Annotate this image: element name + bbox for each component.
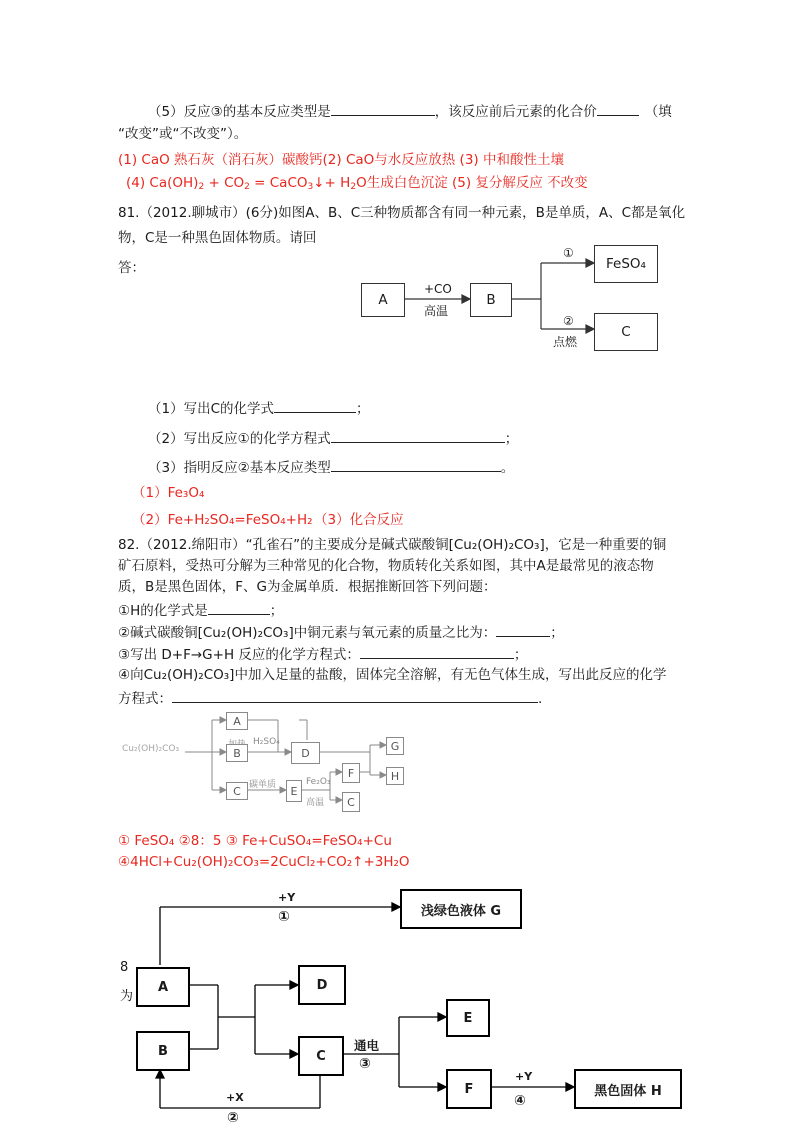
- ans80-part-c: = CaCO: [249, 175, 308, 191]
- q81-sub1-end: ；: [356, 401, 370, 417]
- q82-gaowen-label: 高温: [306, 798, 325, 808]
- d3-box-a: [136, 967, 190, 1007]
- q81-answer-3: （3）化合反应: [314, 512, 404, 528]
- q81-sub1: [148, 398, 370, 418]
- ans80-part-b: + CO: [204, 175, 245, 191]
- q81-sub3: [148, 457, 514, 477]
- ans80-sub: 2: [350, 182, 357, 192]
- ans80-line1: (1) CaO 熟石灰（消石灰）碳酸钙(2) CaO与水反应放热 (3) 中和酸性土壤: [118, 152, 564, 168]
- q82-box-g: [386, 737, 404, 755]
- d3-box-f-label: F: [464, 1081, 474, 1097]
- q82-s4b-end: .: [538, 691, 543, 707]
- d3-fragment-1: 8: [120, 960, 129, 975]
- ans80-part-e: O生成白色沉淀 (5) 复分解反应 不改变: [356, 175, 588, 191]
- d3-box-d: [298, 965, 346, 1005]
- ans80-sub: 3: [307, 182, 314, 192]
- d3-box-h-label: 黑色固体 H: [594, 1083, 662, 1099]
- d3-fragment-2: 为: [120, 989, 134, 1004]
- q81-label-gaowen: 高温: [424, 304, 449, 318]
- d3-box-e: [446, 999, 490, 1037]
- q82-carbon-label: 碳单质: [249, 780, 277, 790]
- q5-suffix: （填: [644, 104, 672, 120]
- q82-s3: [118, 644, 527, 664]
- q5-blank-2[interactable]: [597, 101, 639, 116]
- q82-fe2o3-label: Fe₂O₃: [306, 777, 331, 787]
- q5-mid: ，该反应前后元素的化合价: [434, 104, 597, 120]
- q82-line3: 质，B是黑色固体，F、G为金属单质．根据推断回答下列问题：: [118, 579, 497, 595]
- q81-label-dianran: 点燃: [553, 335, 578, 349]
- q82-s3-text: ③写出 D+F→G+H 反应的化学方程式：: [118, 647, 360, 663]
- q5-prefix: （5）反应③的基本反应类型是: [148, 104, 331, 120]
- ans80-part-a: (4) Ca(OH): [126, 175, 199, 191]
- q82-box-d: [291, 742, 320, 764]
- d3-plus-y4: +Y: [515, 1070, 533, 1083]
- q82-s2-blank[interactable]: [496, 622, 550, 637]
- ans80-part-d: ↓+ H: [313, 175, 351, 191]
- q82-s2-end: ；: [550, 625, 564, 641]
- q82-box-e-label: E: [290, 784, 298, 798]
- q81-label-co: +CO: [424, 282, 452, 296]
- q81-sub1-text: （1）写出C的化学式: [148, 401, 275, 417]
- q5-line1: [148, 101, 672, 121]
- q81-answer-2: （2）Fe+H₂SO₄=FeSO₄+H₂: [132, 512, 313, 528]
- d3-n2: ②: [227, 1110, 239, 1126]
- q5-line2: “改变”或“不改变”）。: [118, 126, 248, 142]
- q82-box-b-label: B: [233, 746, 241, 760]
- q82-box-h: [386, 767, 404, 785]
- q82-answer-2: ④4HCl+Cu₂(OH)₂CO₃=2CuCl₂+CO₂↑+3H₂O: [118, 854, 410, 870]
- ans80-line2: [126, 174, 588, 192]
- q82-h2so4-label: H₂SO₄: [253, 737, 280, 747]
- q81-header: 81.（2012.聊城市）(6分)如图A、B、C三种物质都含有同一种元素，B是单质，A、C都是氧化: [118, 205, 686, 221]
- q82-box-g-label: G: [390, 739, 400, 753]
- q82-box-c-label: C: [233, 784, 241, 798]
- d3-box-c-label: C: [316, 1048, 326, 1064]
- q81-box-feso4-label: FeSO₄: [606, 256, 646, 272]
- q81-box-feso4: [594, 245, 658, 283]
- q82-box-c2-label: C: [347, 795, 355, 809]
- d3-box-b: [136, 1031, 190, 1071]
- q81-sub3-blank[interactable]: [331, 457, 501, 472]
- q81-box-b-label: B: [486, 292, 496, 308]
- q81-label-2: ②: [563, 314, 574, 328]
- ans80-sub: 2: [244, 182, 250, 192]
- q82-line2: 矿石原料，受热可分解为三种常见的化合物，物质转化关系如图，其中A是最常见的液态物: [118, 558, 654, 574]
- q82-box-f: [342, 763, 360, 783]
- q82-s1: [118, 600, 283, 620]
- q81-box-a: [361, 283, 405, 317]
- q81-box-c-label: C: [621, 324, 631, 340]
- q82-s4b: [118, 688, 542, 708]
- q81-sub2-blank[interactable]: [331, 428, 505, 443]
- q82-s2-text: ②碱式碳酸铜[Cu₂(OH)₂CO₃]中铜元素与氧元素的质量之比为：: [118, 625, 497, 641]
- q82-box-e: [286, 780, 302, 802]
- q82-start-label: Cu₂(OH)₂CO₃: [122, 744, 180, 754]
- q81-box-a-label: A: [378, 292, 388, 308]
- q81-label-1: ①: [563, 246, 574, 260]
- q82-box-c: [226, 782, 248, 800]
- d3-n4: ④: [514, 1093, 526, 1109]
- q81-sub2-text: （2）写出反应①的化学方程式: [148, 431, 331, 447]
- q81-sub2-end: ；: [504, 431, 519, 447]
- q82-box-h-label: H: [390, 769, 400, 783]
- q81-line3: 答：: [118, 260, 145, 276]
- d3-tongdian: 通电: [354, 1038, 380, 1053]
- q5-blank-1[interactable]: [331, 101, 435, 116]
- d3-box-h: [574, 1069, 682, 1109]
- d3-box-c: [298, 1036, 344, 1076]
- d3-box-g-label: 浅绿色液体 G: [420, 903, 502, 919]
- q82-s4b-blank[interactable]: [172, 688, 538, 703]
- q82-s2: [118, 622, 564, 642]
- q82-box-c2: [342, 792, 360, 812]
- q82-s1-text: ①H的化学式是: [118, 603, 208, 619]
- q82-box-b: [226, 744, 248, 762]
- d3-box-a-label: A: [157, 979, 169, 995]
- q81-sub3-text: （3）指明反应②基本反应类型: [148, 460, 331, 476]
- q82-box-a: [226, 712, 248, 730]
- q82-s1-end: ；: [269, 603, 284, 619]
- q82-box-a-label: A: [233, 714, 241, 728]
- q81-box-c: [594, 313, 658, 351]
- d3-box-b-label: B: [158, 1043, 168, 1059]
- d3-box-d-label: D: [316, 977, 328, 993]
- q81-line2: 物，C是一种黑色固体物质。请回: [118, 230, 317, 246]
- d3-box-g: [400, 889, 522, 929]
- q82-s4b-text: 方程式：: [118, 691, 172, 707]
- q82-s3-end: ；: [513, 647, 528, 663]
- q82-box-d-label: D: [301, 746, 310, 760]
- d3-n1: ①: [278, 909, 290, 925]
- d3-plus-x: +X: [226, 1091, 244, 1104]
- q81-sub3-end: 。: [500, 460, 515, 476]
- q81-sub2: [148, 428, 518, 448]
- q82-answer-1: ① FeSO₄ ②8：5 ③ Fe+CuSO₄=FeSO₄+Cu: [118, 833, 392, 849]
- d3-plus-y1: +Y: [278, 891, 296, 904]
- q82-s4: ④向Cu₂(OH)₂CO₃]中加入足量的盐酸，固体完全溶解，有无色气体生成，写出此反应的化学: [118, 667, 667, 683]
- q81-sub1-blank[interactable]: [274, 398, 356, 413]
- q81-answer-1: （1）Fe₃O₄: [132, 485, 205, 501]
- q82-line1: 82.（2012.绵阳市）“孔雀石”的主要成分是碱式碳酸铜[Cu₂(OH)₂CO₃]，它是一种重要的铜: [118, 537, 667, 553]
- d3-n3: ③: [359, 1056, 371, 1072]
- q82-box-f-label: F: [347, 766, 355, 780]
- q82-s3-blank[interactable]: [360, 644, 514, 659]
- ans80-sub: 2: [198, 182, 205, 192]
- q81-box-b: [470, 283, 512, 317]
- q82-s1-blank[interactable]: [208, 600, 270, 615]
- d3-box-e-label: E: [463, 1010, 473, 1026]
- d3-box-f: [446, 1069, 492, 1109]
